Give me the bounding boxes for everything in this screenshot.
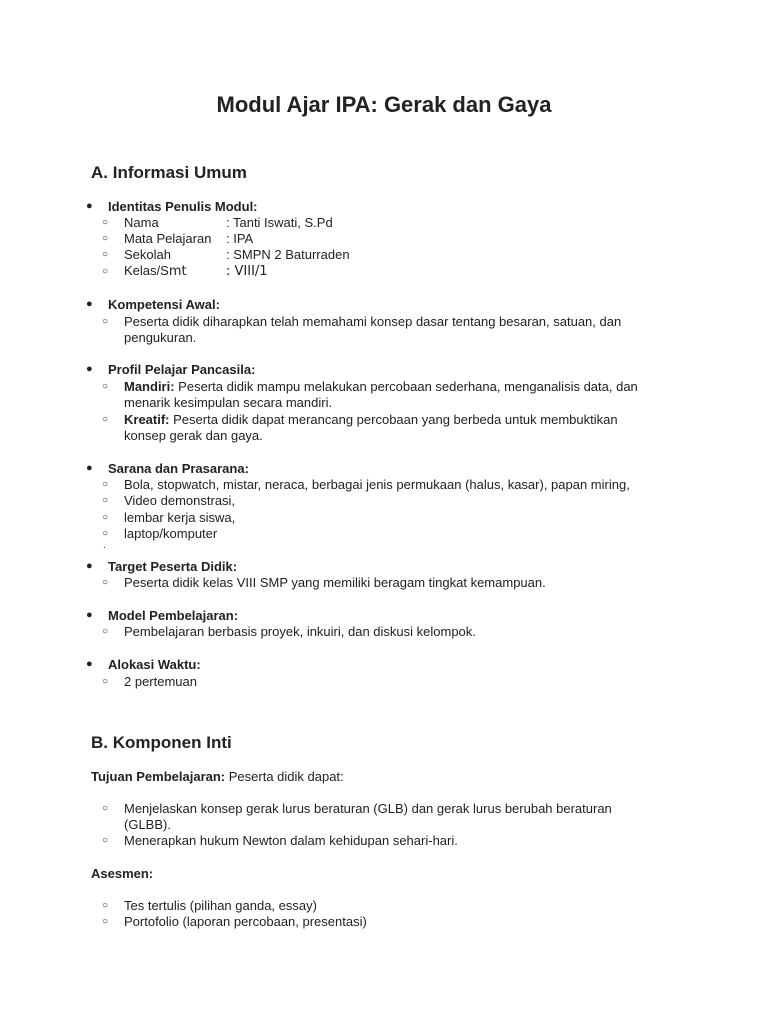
mandiri-text: Peserta didik mampu melakukan percobaan sederhana, menganalisis data, dan bbox=[174, 379, 638, 394]
kompetensi-label: Kompetensi Awal: bbox=[108, 297, 220, 312]
section-b-heading: B. Komponen Inti bbox=[91, 733, 232, 752]
bullet-hollow: ○ bbox=[102, 528, 109, 539]
profil-kreatif bbox=[124, 412, 618, 428]
bullet-hollow: ○ bbox=[102, 233, 109, 244]
alokasi-label: Alokasi Waktu: bbox=[108, 657, 201, 672]
row-value: : IPA bbox=[226, 231, 254, 246]
bullet-filled: ● bbox=[86, 462, 93, 474]
row-label-suffix: mt bbox=[168, 264, 187, 279]
bullet-hollow: ○ bbox=[102, 479, 109, 490]
row-label bbox=[124, 263, 226, 280]
stray-dot: . bbox=[103, 540, 106, 551]
bullet-hollow: ○ bbox=[102, 495, 109, 506]
alokasi-item: 2 pertemuan bbox=[124, 674, 197, 689]
row-label-main: Kelas/S bbox=[124, 263, 169, 278]
row-value: : Tanti Iswati, S.Pd bbox=[226, 215, 333, 230]
bullet-hollow: ○ bbox=[102, 626, 109, 637]
bullet-hollow: ○ bbox=[102, 249, 109, 260]
bullet-hollow: ○ bbox=[102, 900, 109, 911]
sarana-item: lembar kerja siswa, bbox=[124, 510, 236, 525]
target-item: Peserta didik kelas VIII SMP yang memiliki beragam tingkat kemampuan. bbox=[124, 575, 546, 590]
profil-kreatif-cont: konsep gerak dan gaya. bbox=[124, 428, 263, 443]
section-a-heading: A. Informasi Umum bbox=[91, 163, 247, 182]
bullet-hollow: ○ bbox=[102, 316, 109, 327]
model-item: Pembelajaran berbasis proyek, inkuiri, dan diskusi kelompok. bbox=[124, 624, 476, 639]
tujuan-item: Menerapkan hukum Newton dalam kehidupan sehari-hari. bbox=[124, 833, 458, 848]
tujuan-paragraph bbox=[91, 769, 344, 785]
kreatif-label: Kreatif: bbox=[124, 412, 170, 427]
asesmen-item: Portofolio (laporan percobaan, presentasi) bbox=[124, 914, 367, 929]
bullet-filled: ● bbox=[86, 200, 93, 212]
model-label: Model Pembelajaran: bbox=[108, 608, 239, 623]
bullet-hollow: ○ bbox=[102, 916, 109, 927]
target-label: Target Peserta Didik: bbox=[108, 559, 238, 574]
profil-label: Profil Pelajar Pancasila: bbox=[108, 362, 256, 377]
row-label: Nama bbox=[124, 215, 159, 230]
identitas-row bbox=[124, 231, 253, 247]
bullet-hollow: ○ bbox=[102, 835, 109, 846]
sarana-label: Sarana dan Prasarana: bbox=[108, 461, 249, 476]
bullet-hollow: ○ bbox=[102, 266, 109, 277]
tujuan-label: Tujuan Pembelajaran: bbox=[91, 769, 226, 784]
profil-mandiri bbox=[124, 379, 638, 395]
bullet-filled: ● bbox=[86, 298, 93, 310]
mandiri-label: Mandiri: bbox=[124, 379, 175, 394]
bullet-hollow: ○ bbox=[102, 414, 109, 425]
page-title: Modul Ajar IPA: Gerak dan Gaya bbox=[216, 92, 552, 117]
sarana-item: laptop/komputer bbox=[124, 526, 218, 541]
identitas-row bbox=[124, 215, 333, 231]
tujuan-text: Peserta didik dapat: bbox=[225, 769, 344, 784]
row-value: : SMPN 2 Baturraden bbox=[226, 247, 350, 262]
kompetensi-line: Peserta didik diharapkan telah memahami konsep dasar tentang besaran, satuan, dan bbox=[124, 314, 622, 329]
bullet-hollow: ○ bbox=[102, 381, 109, 392]
identitas-row bbox=[124, 247, 350, 263]
bullet-hollow: ○ bbox=[102, 803, 109, 814]
row-label: Mata Pelajaran bbox=[124, 231, 212, 246]
tujuan-item-cont: (GLBB). bbox=[124, 817, 171, 832]
kompetensi-line: pengukuran. bbox=[124, 330, 197, 345]
bullet-filled: ● bbox=[86, 560, 93, 572]
identitas-label: Identitas Penulis Modul: bbox=[108, 199, 258, 214]
tujuan-item: Menjelaskan konsep gerak lurus beraturan (GLB) dan gerak lurus berubah beraturan bbox=[124, 801, 612, 816]
asesmen-item: Tes tertulis (pilihan ganda, essay) bbox=[124, 898, 317, 913]
bullet-filled: ● bbox=[86, 363, 93, 375]
sarana-item: Bola, stopwatch, mistar, neraca, berbagai jenis permukaan (halus, kasar), papan miring, bbox=[124, 477, 630, 492]
bullet-hollow: ○ bbox=[102, 512, 109, 523]
row-label: Sekolah bbox=[124, 247, 171, 262]
bullet-hollow: ○ bbox=[102, 217, 109, 228]
identitas-row bbox=[124, 263, 268, 280]
profil-mandiri-cont: menarik kesimpulan secara mandiri. bbox=[124, 395, 333, 410]
asesmen-label: Asesmen: bbox=[91, 866, 154, 881]
kreatif-text: Peserta didik dapat merancang percobaan yang berbeda untuk membuktikan bbox=[169, 412, 618, 427]
sarana-item: Video demonstrasi, bbox=[124, 493, 236, 508]
bullet-hollow: ○ bbox=[102, 577, 109, 588]
bullet-filled: ● bbox=[86, 658, 93, 670]
bullet-filled: ● bbox=[86, 609, 93, 621]
row-value: : VIII/1 bbox=[226, 264, 268, 279]
bullet-hollow: ○ bbox=[102, 676, 109, 687]
